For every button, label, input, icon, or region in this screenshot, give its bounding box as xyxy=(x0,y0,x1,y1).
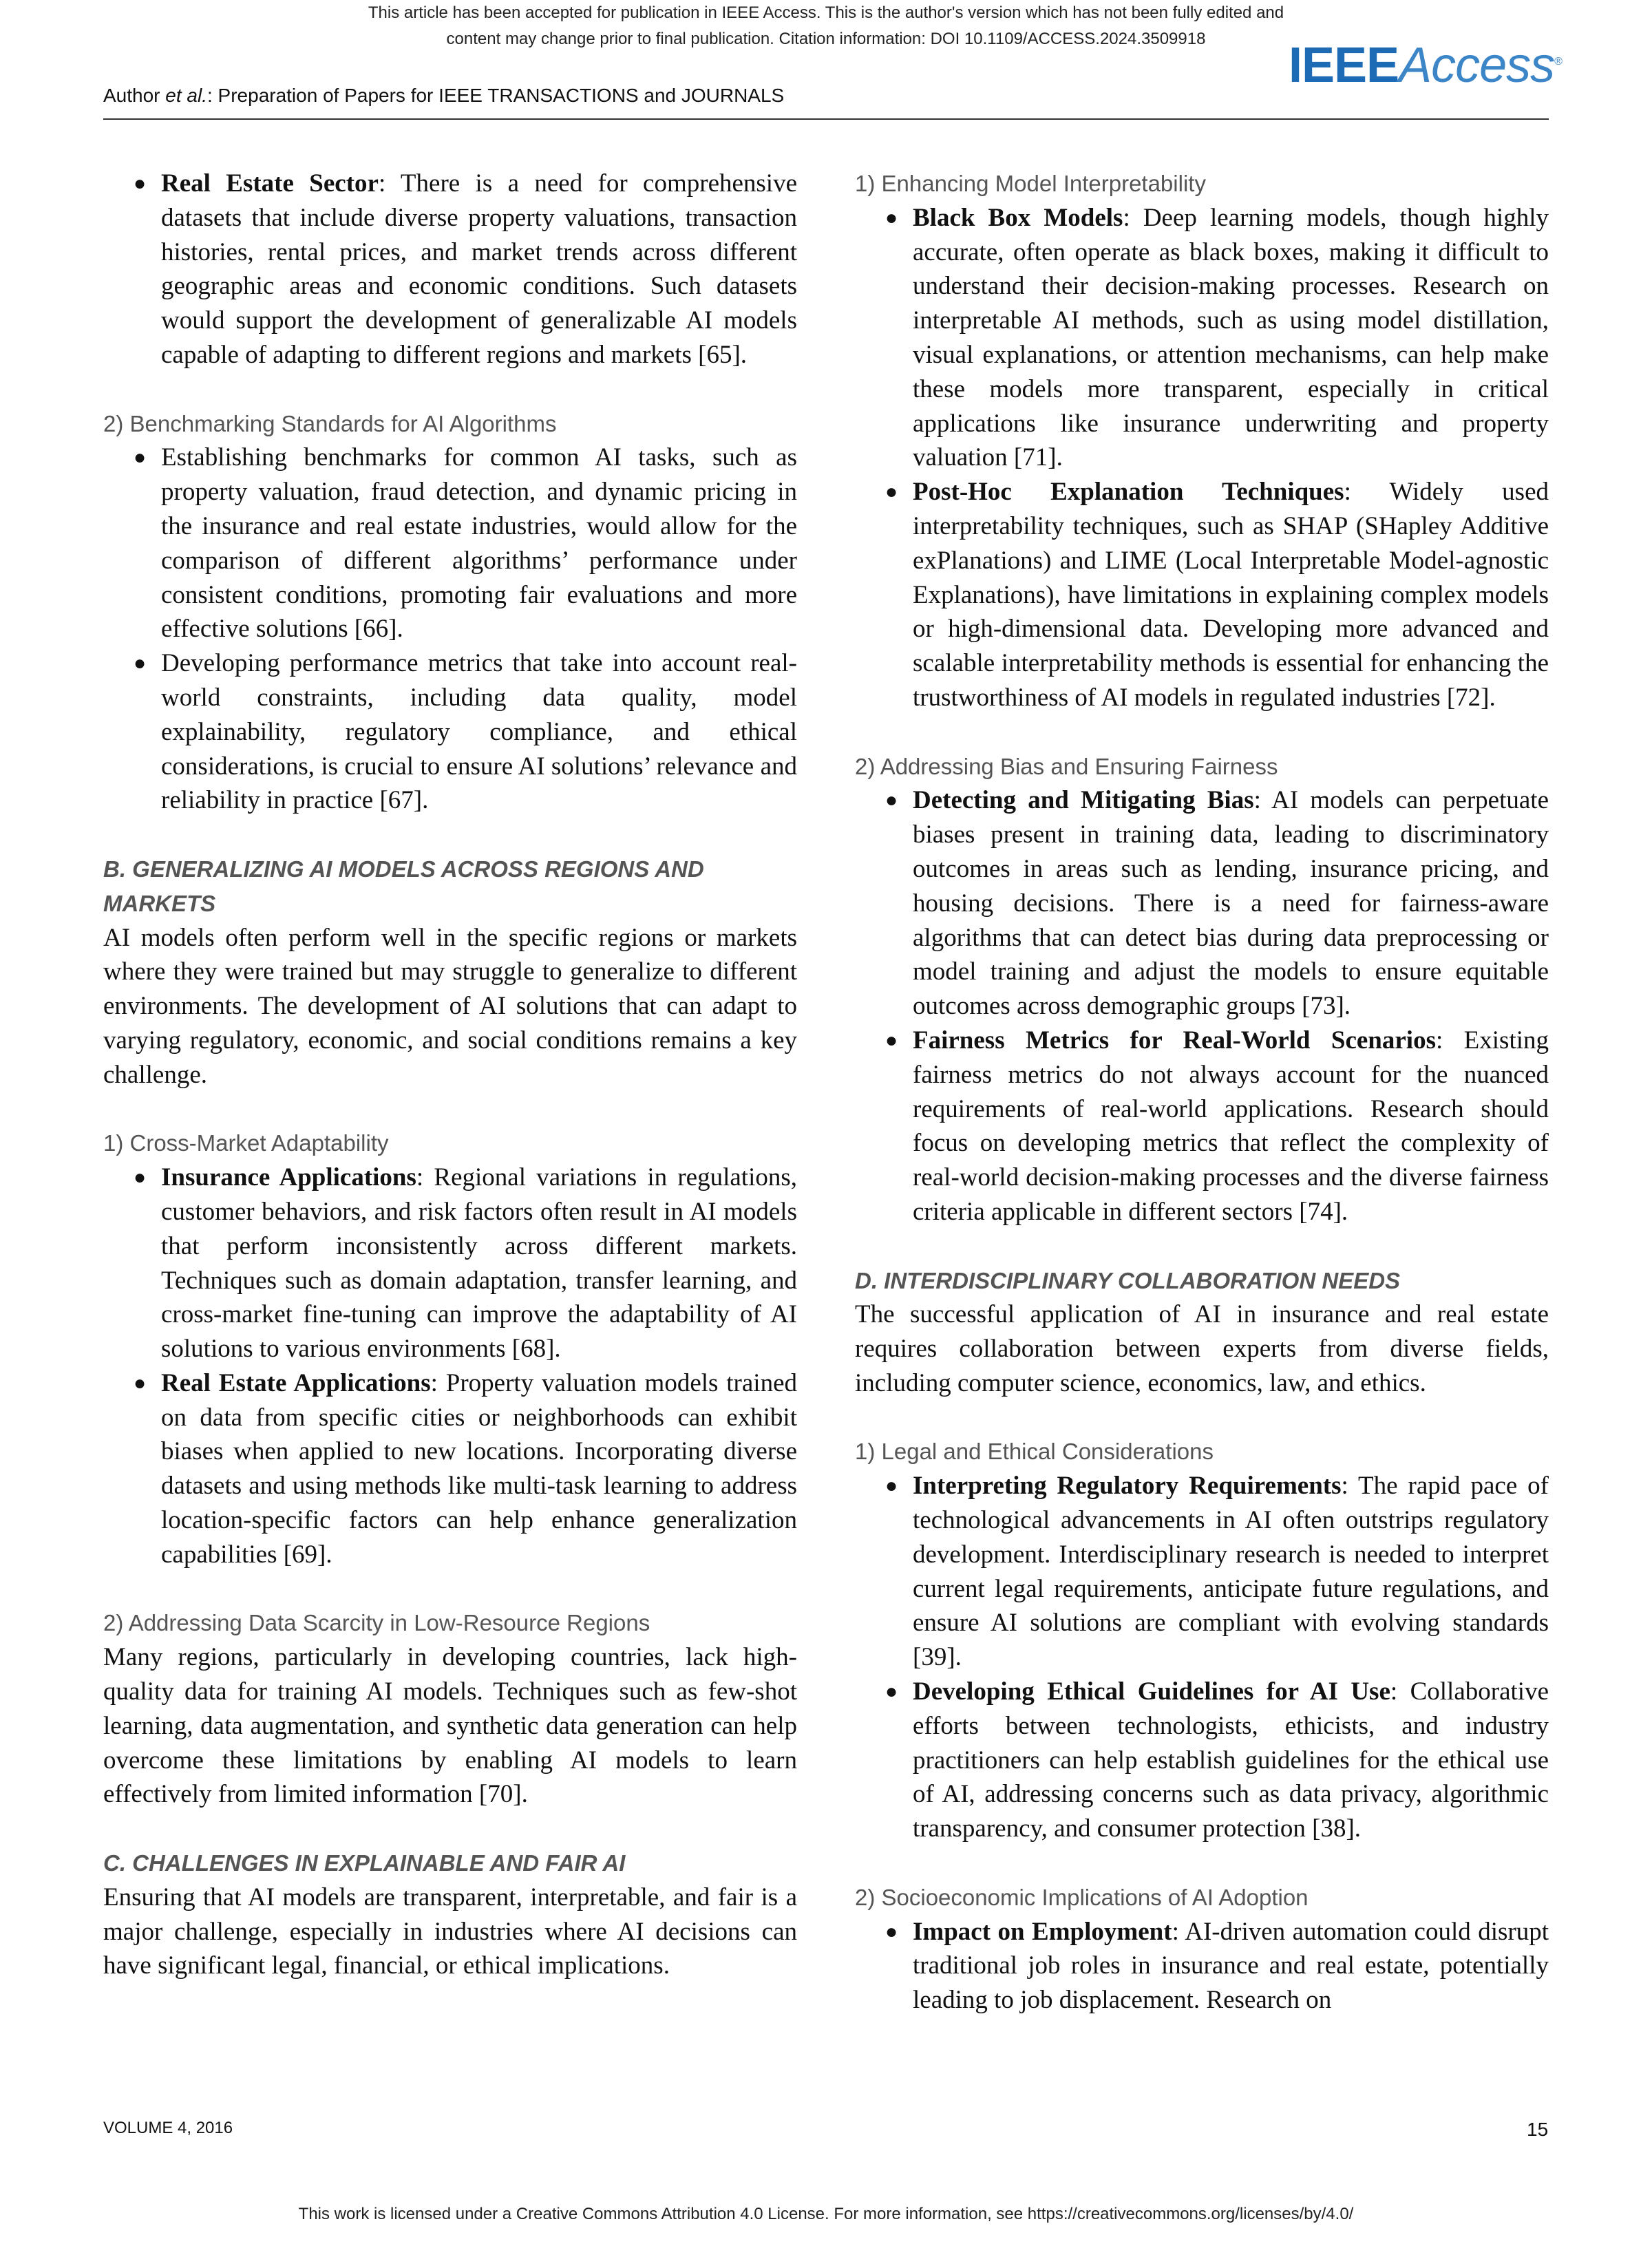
logo-access-text: Access xyxy=(1399,38,1555,93)
bullet-icon: ● xyxy=(134,1371,147,1395)
list-item: ● Impact on Employment: AI-driven automation could disrupt traditional job roles in insurance and real estate, potentially leading to job displacement. Research on xyxy=(855,1915,1549,2017)
logo-registered-mark: ® xyxy=(1554,56,1562,67)
logo-ieee-text: IEEE xyxy=(1289,38,1399,93)
bullet-icon: ● xyxy=(134,172,147,195)
list-item: ● Establishing benchmarks for common AI tasks, such as property valuation, fraud detection, and dynamic pricing in the insurance and real estate industries, would allow for the comparison of different algorithms’ performance under consistent conditions, promoting fair evaluations and more effective solutions [66]. xyxy=(103,441,797,646)
legal-list xyxy=(855,1469,1549,1846)
list-item: ● Real Estate Sector: There is a need for comprehensive datasets that include diverse property valuations, transaction histories, rental prices, and market trends across different geographic areas and economic conditions. Such datasets would support the development of generalizable AI models capable of adapting to different regions and markets [65]. xyxy=(103,167,797,372)
paragraph: The successful application of AI in insurance and real estate requires collaboration between experts from diverse fields, including computer science, economics, law, and ethics. xyxy=(855,1300,1549,1397)
list-item: ● Developing performance metrics that take into account real-world constraints, including data quality, model explainability, regulatory compliance, and ethical considerations, is crucial to ensure AI solutions’ relevance and reliability in practice [67]. xyxy=(103,646,797,818)
subsection-heading: 1) Enhancing Model Interpretability xyxy=(855,171,1206,196)
socioeconomic-list xyxy=(855,1915,1549,2017)
license-notice: This work is licensed under a Creative Commons Attribution 4.0 License. For more information, see https://creativecommons.org/licenses/by/4.0/ xyxy=(298,2205,1354,2223)
fairness-list xyxy=(855,783,1549,1229)
subsection-heading: 2) Addressing Data Scarcity in Low-Resource Regions xyxy=(103,1610,650,1636)
list-item: ● Developing Ethical Guidelines for AI Use: Collaborative efforts between technologists, ethicists, and industry practitioners can help establish guidelines for the ethical use of AI, addressing concerns such as data privacy, algorithmic transparency, and consumer protection [38]. xyxy=(855,1675,1549,1846)
section-heading: C. CHALLENGES IN EXPLAINABLE AND FAIR AI xyxy=(103,1850,626,1876)
left-column xyxy=(103,167,797,1983)
benchmark-list xyxy=(103,441,797,818)
paragraph: Many regions, particularly in developing countries, lack high-quality data for training AI models. Techniques such as few-shot learning, data augmentation, and synthetic data generation can help overcome these limitations by enabling AI models to learn effectively from limited information [70]. xyxy=(103,1643,797,1809)
bullet-icon: ● xyxy=(885,1028,898,1052)
subsection-heading: 1) Cross-Market Adaptability xyxy=(103,1130,389,1156)
list-item: ● Detecting and Mitigating Bias: AI models can perpetuate biases present in training data, leading to discriminatory outcomes in areas such as lending, insurance pricing, and housing decisions. There is a need for fairness-aware algorithms that can detect bias during data preprocessing or model training and adjust the models to ensure equitable outcomes across demographic groups [73]. xyxy=(855,783,1549,1024)
bullet-icon: ● xyxy=(885,1680,898,1704)
subsection-heading: 2) Socioeconomic Implications of AI Adoption xyxy=(855,1884,1309,1910)
notice-line-2: content may change prior to final publication. Citation information: DOI 10.1109/ACCESS.2024.3509918 xyxy=(446,30,1206,48)
ieee-access-logo xyxy=(1289,36,1562,93)
section-heading: D. INTERDISCIPLINARY COLLABORATION NEEDS xyxy=(855,1267,1401,1293)
right-column xyxy=(855,167,1549,2017)
bullet-icon: ● xyxy=(885,480,898,504)
list-item: ● Post-Hoc Explanation Techniques: Widely used interpretability techniques, such as SHAP (SHapley Additive exPlanations) and LIME (Local Interpretable Model-agnostic Explanations), have limitations in explaining complex models or high-dimensional data. Developing more advanced and scalable interpretability methods is essential for enhancing the trustworthiness of AI models in regulated industries [72]. xyxy=(855,475,1549,715)
footer-volume: VOLUME 4, 2016 xyxy=(103,2119,233,2137)
subsection-heading: 2) Benchmarking Standards for AI Algorithms xyxy=(103,410,557,436)
bullet-icon: ● xyxy=(134,652,147,675)
real-estate-list xyxy=(103,167,797,372)
subsection-heading: 1) Legal and Ethical Considerations xyxy=(855,1439,1214,1465)
list-item: ● Insurance Applications: Regional variations in regulations, customer behaviors, and risk factors often result in AI models that perform inconsistently across different markets. Techniques such as domain adaptation, transfer learning, and cross-market fine-tuning can improve the adaptability of AI solutions to various environments [68]. xyxy=(103,1161,797,1366)
cross-market-list xyxy=(103,1161,797,1572)
paragraph: AI models often perform well in the specific regions or markets where they were trained but may struggle to generalize to different environments. The development of AI solutions that can adapt to varying regulatory, economic, and social conditions remains a key challenge. xyxy=(103,923,797,1089)
section-heading: B. GENERALIZING AI MODELS ACROSS REGIONS AND MARKETS xyxy=(103,856,704,916)
list-item: ● Fairness Metrics for Real-World Scenarios: Existing fairness metrics do not always account for the nuanced requirements of real-world applications. Research should focus on developing metrics that reflect the complexity of real-world decision-making processes and the diverse fairness criteria applicable in different sectors [74]. xyxy=(855,1024,1549,1229)
paragraph: Ensuring that AI models are transparent, interpretable, and fair is a major challenge, especially in industries where AI decisions can have significant legal, financial, or ethical implications. xyxy=(103,1883,797,1980)
page-number: 15 xyxy=(1527,2119,1549,2140)
bullet-icon: ● xyxy=(885,1920,898,1943)
header-rule xyxy=(103,118,1549,120)
list-item: ● Black Box Models: Deep learning models, though highly accurate, often operate as black boxes, making it difficult to understand their decision-making processes. Research on interpretable AI methods, such as using model distillation, visual explanations, or attention mechanisms, can help make these models more transparent, especially in critical applications like insurance underwriting and property valuation [71]. xyxy=(855,201,1549,475)
bullet-icon: ● xyxy=(134,1166,147,1189)
bullet-icon: ● xyxy=(885,206,898,229)
list-item: ● Real Estate Applications: Property valuation models trained on data from specific cities or neighborhoods can exhibit biases when applied to new locations. Incorporating diverse datasets and using methods like multi-task learning to address location-specific factors can help enhance generalization capabilities [69]. xyxy=(103,1366,797,1572)
running-head: Author et al.: Preparation of Papers for IEEE TRANSACTIONS and JOURNALS xyxy=(103,85,785,106)
list-item: ● Interpreting Regulatory Requirements: The rapid pace of technological advancements in AI often outstrips regulatory development. Interdisciplinary research is needed to interpret current legal requirements, anticipate future regulations, and ensure AI solutions are compliant with evolving standards [39]. xyxy=(855,1469,1549,1675)
subsection-heading: 2) Addressing Bias and Ensuring Fairness xyxy=(855,753,1278,779)
bullet-icon: ● xyxy=(134,446,147,469)
bullet-icon: ● xyxy=(885,1474,898,1498)
interpretability-list xyxy=(855,201,1549,715)
bullet-icon: ● xyxy=(885,789,898,812)
notice-line-1: This article has been accepted for publication in IEEE Access. This is the author's version which has not been fully edited and xyxy=(368,3,1284,22)
